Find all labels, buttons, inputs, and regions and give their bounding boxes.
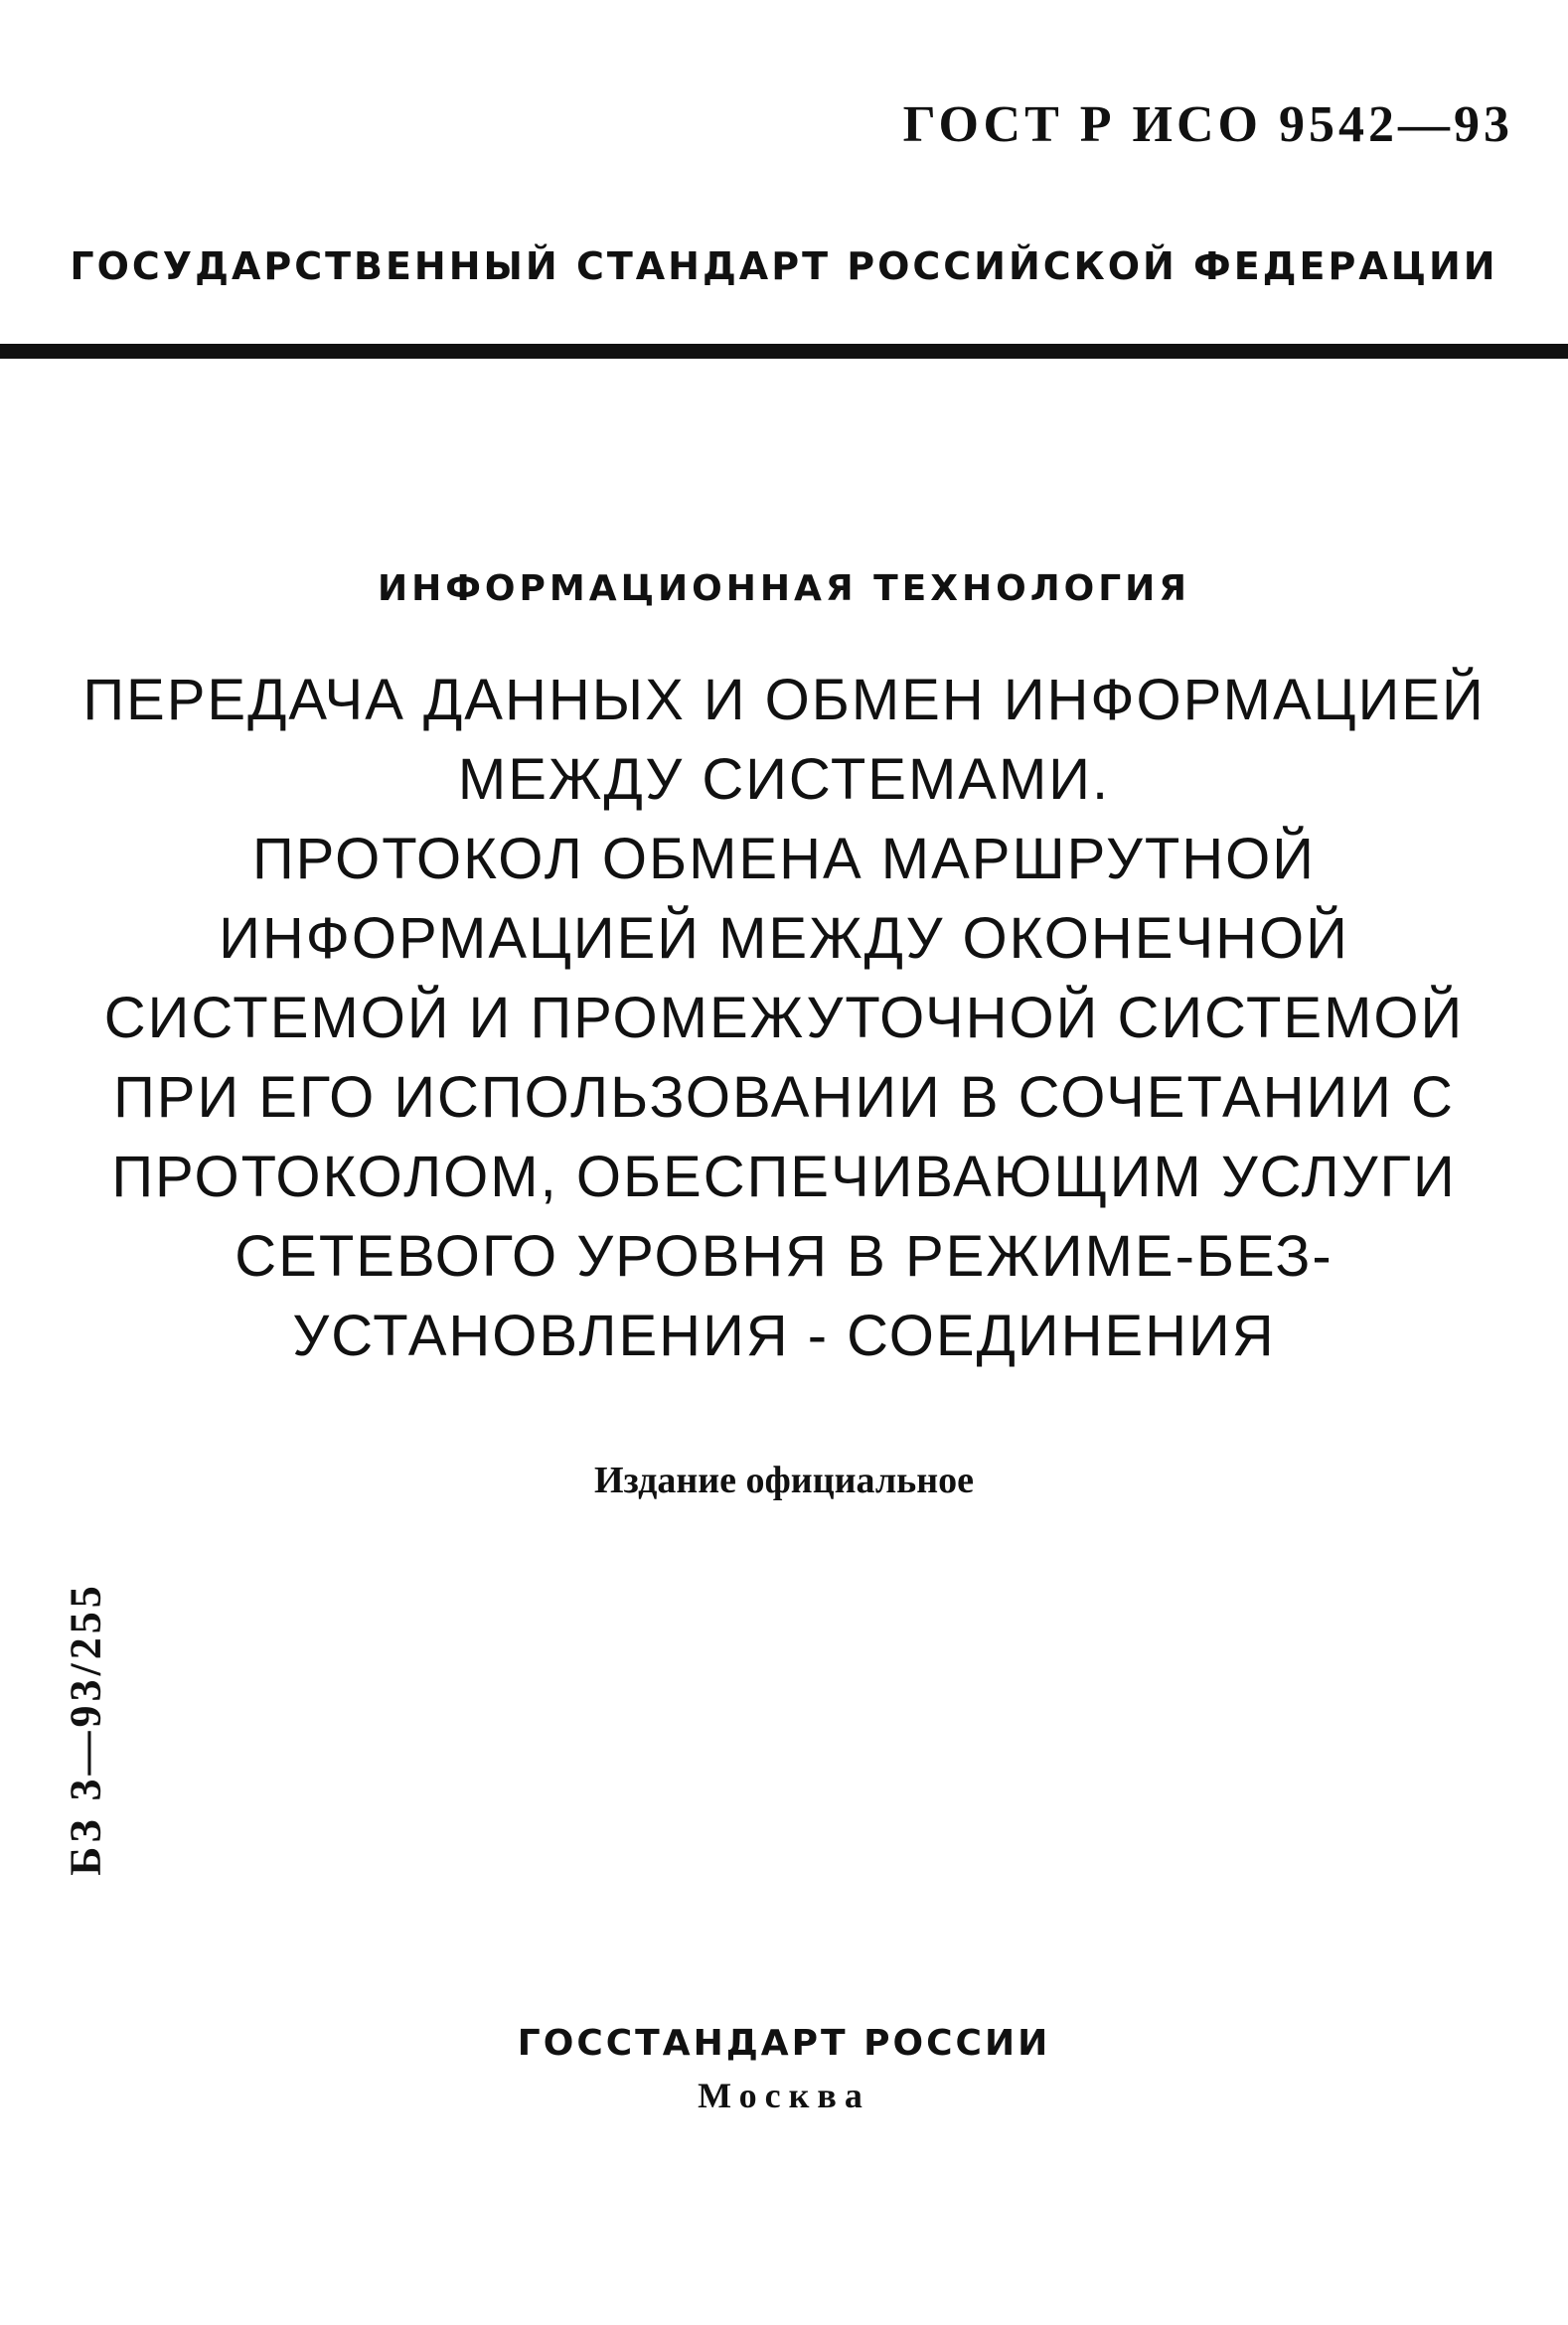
standard-number: ГОСТ Р ИСО 9542—93 xyxy=(902,96,1513,153)
side-catalog-code: БЗ 3—93/255 xyxy=(61,1582,110,1876)
title-line: СИСТЕМОЙ И ПРОМЕЖУТОЧНОЙ СИСТЕМОЙ xyxy=(103,986,1465,1050)
title-line: ПРОТОКОЛ ОБМЕНА МАРШРУТНОЙ xyxy=(251,827,1316,891)
publisher-city: Москва xyxy=(698,2076,870,2115)
title-line: СЕТЕВОГО УРОВНЯ В РЕЖИМЕ-БЕЗ- xyxy=(235,1224,1333,1289)
title-line: УСТАНОВЛЕНИЯ - СОЕДИНЕНИЯ xyxy=(292,1304,1276,1368)
title-line: ИНФОРМАЦИЕЙ МЕЖДУ ОКОНЕЧНОЙ xyxy=(219,906,1349,971)
document-title xyxy=(0,661,1568,1376)
header-divider xyxy=(0,344,1568,359)
state-standard-heading: ГОСУДАРСТВЕННЫЙ СТАНДАРТ РОССИЙСКОЙ ФЕДЕРАЦИИ xyxy=(70,244,1498,288)
title-line: ПРОТОКОЛОМ, ОБЕСПЕЧИВАЮЩИМ УСЛУГИ xyxy=(111,1145,1457,1209)
section-title: ИНФОРМАЦИОННАЯ ТЕХНОЛОГИЯ xyxy=(377,568,1191,609)
publisher-name: ГОССТАНДАРТ РОССИИ xyxy=(517,2023,1051,2064)
title-line: ПЕРЕДАЧА ДАННЫХ И ОБМЕН ИНФОРМАЦИЕЙ xyxy=(82,668,1486,732)
edition-note: Издание официальное xyxy=(593,1460,974,1501)
title-line: МЕЖДУ СИСТЕМАМИ. xyxy=(457,747,1111,812)
title-line: ПРИ ЕГО ИСПОЛЬЗОВАНИИ В СОЧЕТАНИИ С xyxy=(113,1065,1455,1130)
